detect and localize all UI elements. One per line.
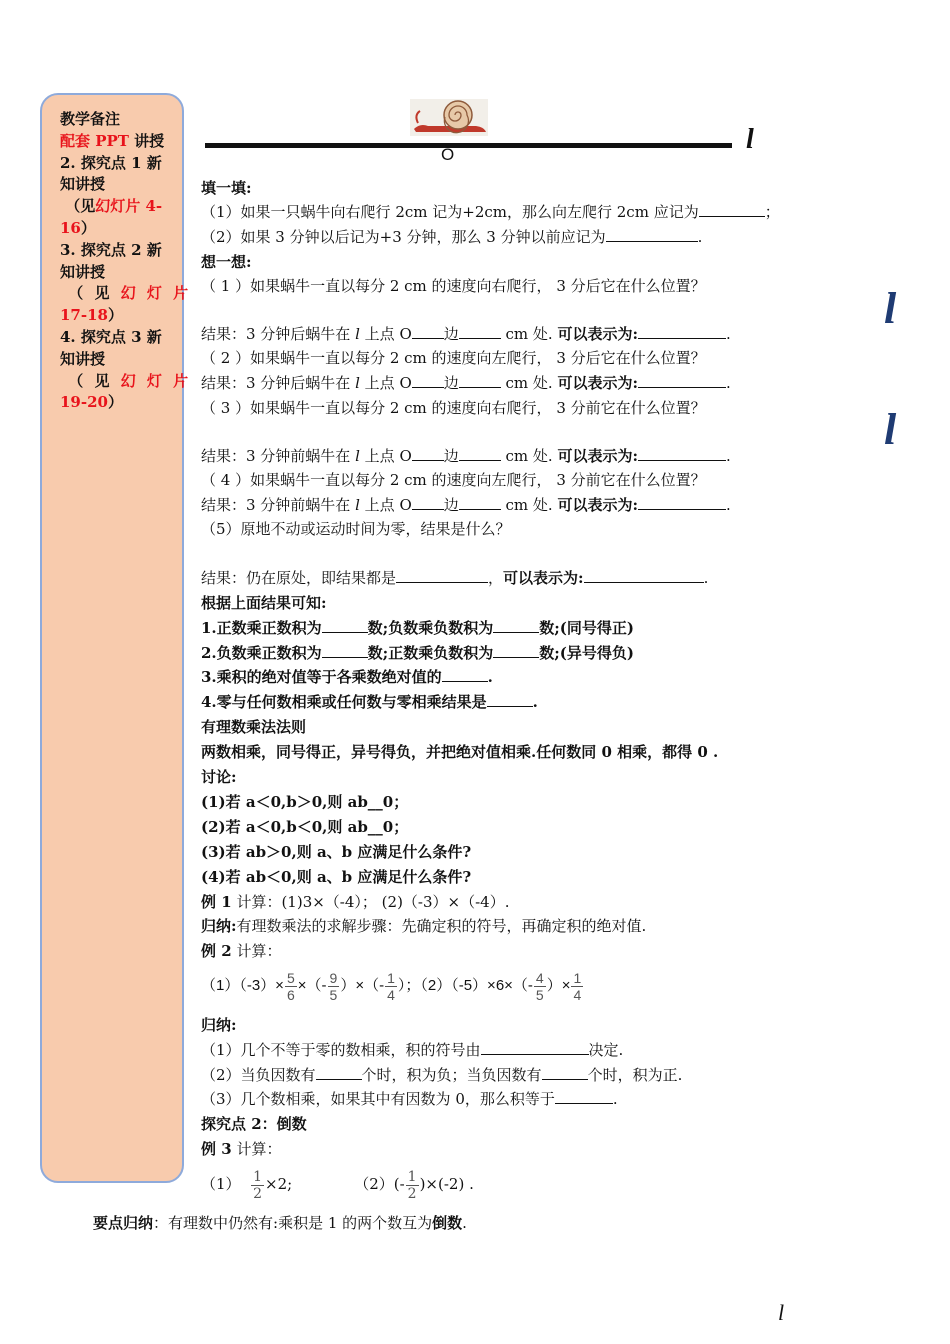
answer-blank (606, 227, 698, 242)
point1-line-a: 2. 探究点 1 新 (60, 153, 162, 172)
fraction: $\frac{4}{5}$ (535, 969, 544, 1003)
example-3: 例 3 计算： (201, 1140, 282, 1158)
slides1-ref: （见幻灯片 4- (65, 197, 163, 216)
example-3-expression: （1） $\frac{1}{2}$ ×2; （2）(- $\frac{1}{2}$ )×(-2) . (201, 1168, 474, 1202)
induce-1: 归纳:有理数乘法的求解步骤：先确定积的符号，再确定积的绝对值. (201, 917, 647, 935)
induce-2-item-1: （1）几个不等于零的数相乘，积的符号由 决定. (201, 1041, 624, 1059)
line-label: l (746, 124, 754, 155)
case-1-question: （ 1 ）如果蜗牛一直以每分 2 cm 的速度向右爬行， 3 分后它在什么位置？ (201, 277, 706, 295)
notes-title: 教学备注 (60, 110, 121, 128)
discuss-4: (4)若 ab＜0,则 a、b 应满足什么条件? (201, 868, 472, 886)
discuss-2: (2)若 a＜0,b＜0,则 ab__0； (201, 818, 409, 836)
margin-mark-1: l (884, 284, 897, 333)
fraction: $\frac{1}{4}$ (573, 969, 582, 1003)
case-2-result: 结果：3 分钟后蜗牛在 l 上点 O 边 cm 处. 可以表示为: . (201, 374, 731, 392)
fraction: $\frac{1}{2}$ (253, 1168, 263, 1202)
case-3-result: 结果：3 分钟前蜗牛在 l 上点 O 边 cm 处. 可以表示为: . (201, 447, 731, 465)
slides2-ref: （ 见 幻 灯 片 (68, 284, 192, 303)
case-5-question: （5）原地不动或运动时间为零，结果是什么？ (201, 520, 511, 538)
case-5-result: 结果：仍在原处，即结果都是 ，可以表示为: . (201, 569, 709, 587)
fraction: $\frac{9}{5}$ (329, 969, 338, 1003)
conclusion-2: 2.负数乘正数积为 数;正数乘负数积为 数;(异号得负) (201, 644, 634, 662)
number-line (205, 143, 732, 148)
fill-heading: 填一填: (201, 179, 252, 197)
slides3-ref: （ 见 幻 灯 片 (68, 371, 192, 390)
page-mark: l (778, 1300, 785, 1325)
margin-mark-2: l (884, 405, 897, 454)
slides2-end: 17-18） (60, 306, 123, 325)
example-2-expression: （1）（-3）× $\frac{5}{6}$ ×（- $\frac{9}{5}$ ）×（- $\frac{1}{4}$ ）；（2）（-5）×6×（- $\frac{4}{5}$ ）× $\frac{1}{4}$ (201, 969, 582, 1003)
induce-2-heading: 归纳: (201, 1016, 237, 1034)
induce-2-item-3: （3）几个数相乘，如果其中有因数为 0，那么积等于 . (201, 1090, 618, 1108)
case-4-question: （ 4 ）如果蜗牛一直以每分 2 cm 的速度向左爬行， 3 分前它在什么位置？ (201, 471, 706, 489)
discuss-1: (1)若 a＜0,b＞0,则 ab__0； (201, 793, 409, 811)
case-4-result: 结果：3 分钟前蜗牛在 l 上点 O 边 cm 处. 可以表示为: . (201, 496, 731, 514)
snail-image (410, 99, 488, 136)
point3-line-a: 4. 探究点 3 新 (60, 327, 162, 346)
point-2-heading: 探究点 2：倒数 (201, 1115, 307, 1133)
point3-line-b: 知讲授 (60, 349, 106, 368)
rule-text: 两数相乘，同号得正，异号得负，并把绝对值相乘.任何数同 0 相乘，都得 0 . (201, 743, 719, 761)
slides1-end: 16） (60, 218, 96, 237)
origin-label: O (441, 145, 455, 164)
slides3-end: 19-20） (60, 393, 123, 412)
discuss-heading: 讨论: (201, 768, 237, 786)
fraction: $\frac{1}{4}$ (387, 969, 395, 1003)
ppt-note: 配套 PPT 讲授 (60, 131, 165, 150)
answer-blank (699, 202, 765, 217)
rule-heading: 有理数乘法法则 (201, 718, 307, 736)
example-1: 例 1 计算：(1)3×（-4）； (2)（-3）×（-4）. (201, 893, 510, 911)
point1-line-b: 知讲授 (60, 175, 106, 194)
case-3-question: （ 3 ）如果蜗牛一直以每分 2 cm 的速度向右爬行， 3 分前它在什么位置？ (201, 399, 706, 417)
conclusion-1: 1.正数乘正数积为 数;负数乘负数积为 数;(同号得正) (201, 619, 634, 637)
fill-question-1: （1）如果一只蜗牛向右爬行 2cm 记为+2cm，那么向左爬行 2cm 应记为 ； (201, 203, 780, 221)
conclusion-4: 4.零与任何数相乘或任何数与零相乘结果是 . (201, 693, 538, 711)
point2-line-a: 3. 探究点 2 新 (60, 240, 162, 259)
example-2: 例 2 计算： (201, 942, 282, 960)
conclude-heading: 根据上面结果可知: (201, 594, 327, 612)
key-points-summary: 要点归纳：有理数中仍然有:乘积是 1 的两个数互为倒数. (93, 1214, 467, 1232)
discuss-3: (3)若 ab＞0,则 a、b 应满足什么条件? (201, 843, 472, 861)
fraction: $\frac{1}{2}$ (407, 1168, 417, 1202)
think-heading: 想一想: (201, 253, 252, 271)
fill-question-2: （2）如果 3 分钟以后记为+3 分钟，那么 3 分钟以前应记为 . (201, 228, 703, 246)
induce-2-item-2: （2）当负因数有 个时，积为负；当负因数有 个时，积为正. (201, 1066, 683, 1084)
teaching-notes-panel (40, 93, 192, 1183)
point2-line-b: 知讲授 (60, 262, 106, 281)
fraction: $\frac{5}{6}$ (286, 969, 295, 1003)
case-1-result: 结果：3 分钟后蜗牛在 l 上点 O 边 cm 处. 可以表示为: . (201, 325, 731, 343)
case-2-question: （ 2 ）如果蜗牛一直以每分 2 cm 的速度向左爬行， 3 分后它在什么位置？ (201, 349, 706, 367)
conclusion-3: 3.乘积的绝对值等于各乘数绝对值的 . (201, 668, 493, 686)
